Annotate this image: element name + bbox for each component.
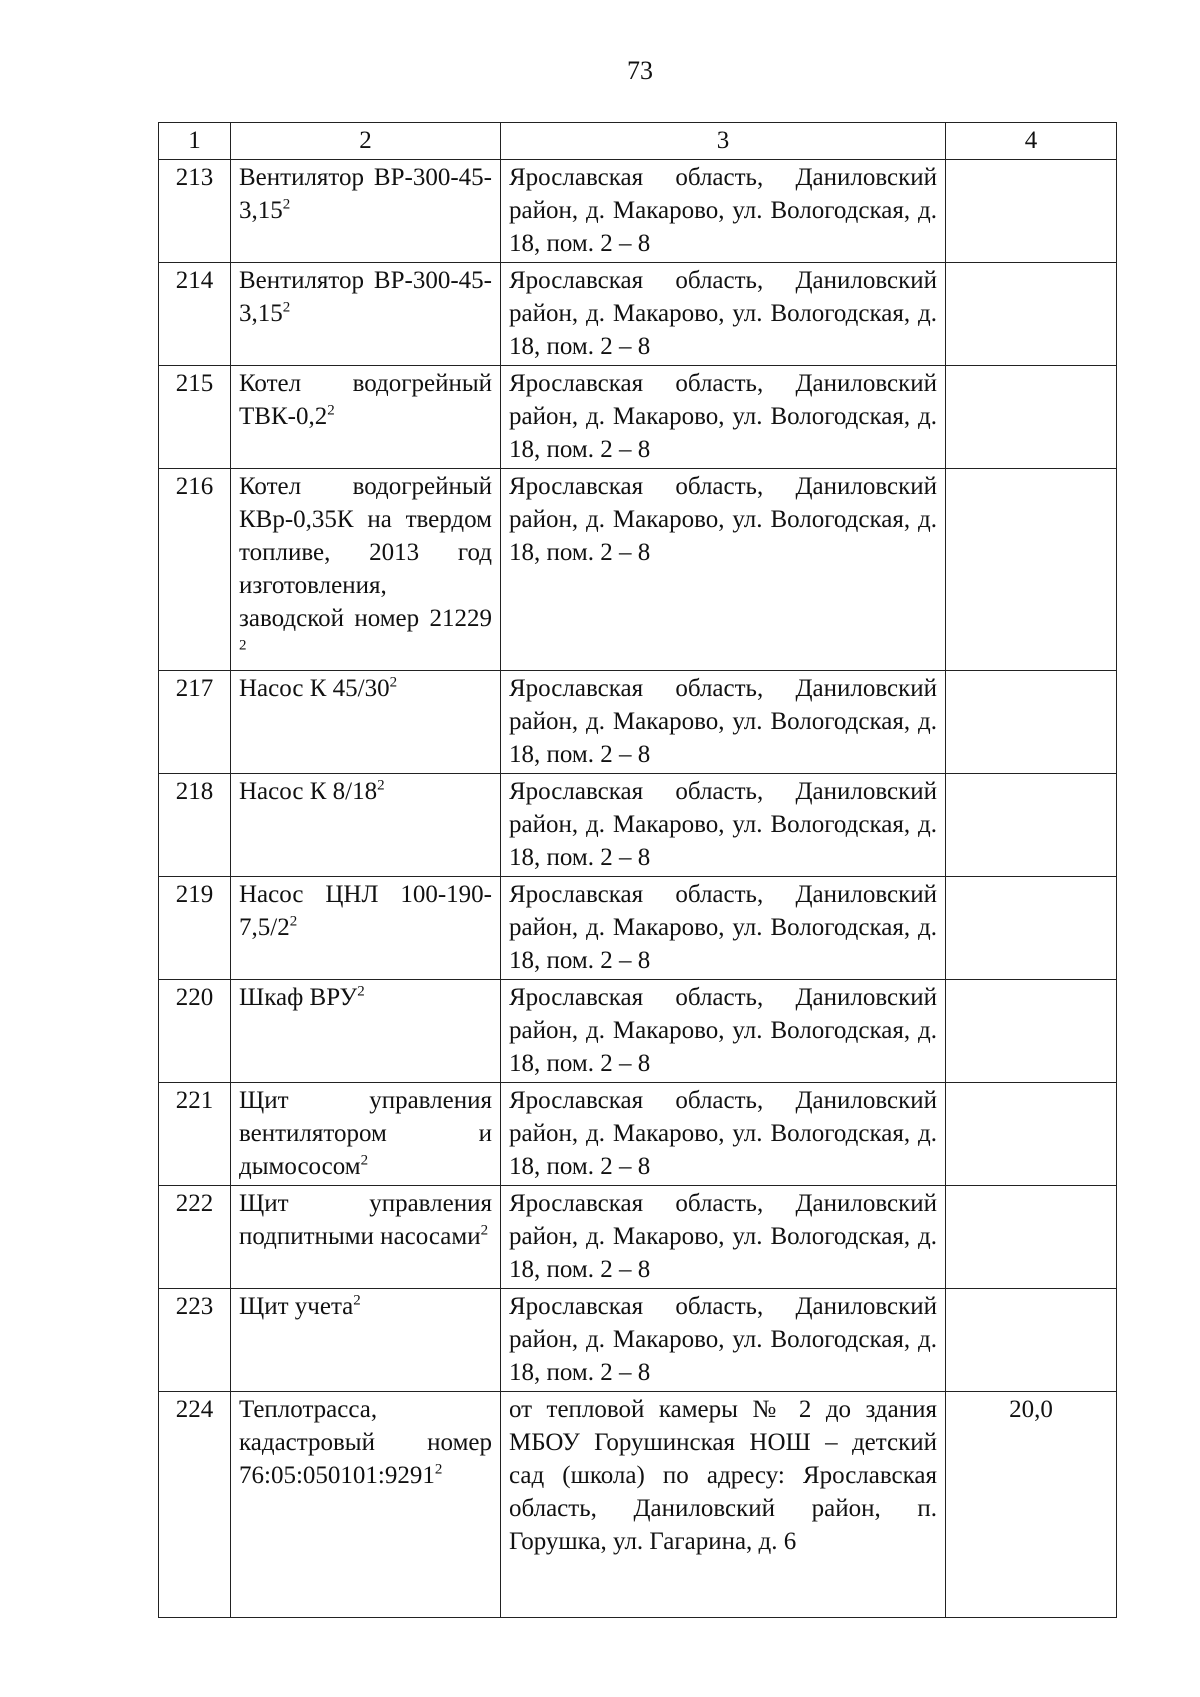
- table-row: [159, 1186, 1117, 1289]
- item-name: [231, 1186, 501, 1289]
- row-number: 224: [159, 1392, 231, 1618]
- item-address: Ярославская область, Даниловский район, д. Макарово, ул. Вологодская, д. 18, пом. 2 – 8: [501, 366, 946, 469]
- item-name-text: Щит учета: [239, 1293, 354, 1320]
- item-name: [231, 1289, 501, 1392]
- item-name: [231, 980, 501, 1083]
- item-value: [946, 877, 1117, 980]
- item-address: Ярославская область, Даниловский район, д. Макарово, ул. Вологодская, д. 18, пом. 2 – 8: [501, 1289, 946, 1392]
- item-value: [946, 980, 1117, 1083]
- table-row: [159, 877, 1117, 980]
- item-name: [231, 469, 501, 671]
- item-name: [231, 263, 501, 366]
- item-address: Ярославская область, Даниловский район, д. Макарово, ул. Вологодская, д. 18, пом. 2 – 8: [501, 160, 946, 263]
- row-number: 222: [159, 1186, 231, 1289]
- footnote-mark: 2: [289, 913, 298, 930]
- row-number: 217: [159, 671, 231, 774]
- item-name: [231, 877, 501, 980]
- item-value: [946, 469, 1117, 671]
- table-row: [159, 469, 1117, 671]
- item-address: Ярославская область, Даниловский район, д. Макарово, ул. Вологодская, д. 18, пом. 2 – 8: [501, 774, 946, 877]
- item-name-text: Насос ЦНЛ 100-190-7,5/2: [239, 881, 492, 941]
- row-number: 223: [159, 1289, 231, 1392]
- item-name: [231, 1083, 501, 1186]
- table-row: [159, 1083, 1117, 1186]
- item-address: Ярославская область, Даниловский район, д. Макарово, ул. Вологодская, д. 18, пом. 2 – 8: [501, 877, 946, 980]
- table-row: [159, 774, 1117, 877]
- table-row: [159, 366, 1117, 469]
- footnote-mark: 2: [327, 402, 335, 419]
- footnote-mark: 2: [434, 1461, 443, 1478]
- row-number: 213: [159, 160, 231, 263]
- column-number: 4: [946, 123, 1117, 160]
- table-row: [159, 980, 1117, 1083]
- item-value: [946, 160, 1117, 263]
- item-name-text: Вентилятор ВР-300-45-3,15: [239, 164, 492, 224]
- item-value: [946, 774, 1117, 877]
- item-address: Ярославская область, Даниловский район, д. Макарово, ул. Вологодская, д. 18, пом. 2 – 8: [501, 671, 946, 774]
- item-name-text: Насос К 8/18: [239, 778, 378, 805]
- footnote-mark: 2: [282, 299, 291, 316]
- item-value: 20,0: [946, 1392, 1117, 1618]
- row-number: 215: [159, 366, 231, 469]
- row-number: 219: [159, 877, 231, 980]
- row-number: 221: [159, 1083, 231, 1186]
- item-name: [231, 774, 501, 877]
- row-number: 216: [159, 469, 231, 671]
- footnote-mark: 2: [377, 777, 385, 794]
- item-value: [946, 671, 1117, 774]
- item-name-text: Щит управления вентилятором и дымососом: [239, 1087, 492, 1180]
- item-value: [946, 1083, 1117, 1186]
- table-row: [159, 1392, 1117, 1618]
- table-row: [159, 263, 1117, 366]
- item-name-text: Котел водогрейный ТВК-0,2: [239, 370, 492, 430]
- footnote-mark: 2: [360, 1152, 369, 1169]
- column-number-row: [159, 123, 1117, 160]
- page-number: 73: [627, 56, 653, 85]
- item-value: [946, 366, 1117, 469]
- table-row: [159, 1289, 1117, 1392]
- item-name: [231, 1392, 501, 1618]
- item-address: Ярославская область, Даниловский район, д. Макарово, ул. Вологодская, д. 18, пом. 2 – 8: [501, 980, 946, 1083]
- item-name-text: Насос К 45/30: [239, 675, 390, 702]
- column-number: 3: [501, 123, 946, 160]
- row-number: 218: [159, 774, 231, 877]
- footnote-mark: 2: [353, 1292, 361, 1309]
- item-value: [946, 263, 1117, 366]
- footnote-mark: 2: [239, 637, 247, 654]
- item-name-text: Теплотрасса, кадастровый номер 76:05:050101:9291: [239, 1396, 492, 1489]
- column-number: 2: [231, 123, 501, 160]
- item-address: Ярославская область, Даниловский район, д. Макарово, ул. Вологодская, д. 18, пом. 2 – 8: [501, 469, 946, 671]
- footnote-mark: 2: [357, 983, 365, 1000]
- property-register-table: [158, 122, 1117, 1618]
- row-number: 214: [159, 263, 231, 366]
- footnote-mark: 2: [282, 196, 291, 213]
- footnote-mark: 2: [480, 1222, 489, 1239]
- item-name-text: Вентилятор ВР-300-45-3,15: [239, 267, 492, 327]
- item-name-text: Щит управления подпитными насосами: [239, 1190, 492, 1250]
- row-number: 220: [159, 980, 231, 1083]
- item-address: Ярославская область, Даниловский район, д. Макарово, ул. Вологодская, д. 18, пом. 2 – 8: [501, 263, 946, 366]
- item-address: от тепловой камеры № 2 до здания МБОУ Горушинская НОШ – детский сад (школа) по адресу: Ярославская область, Даниловский район, п. Горушка, ул. Гагарина, д. 6: [501, 1392, 946, 1618]
- table-row: [159, 160, 1117, 263]
- item-address: Ярославская область, Даниловский район, д. Макарово, ул. Вологодская, д. 18, пом. 2 – 8: [501, 1083, 946, 1186]
- item-address: Ярославская область, Даниловский район, д. Макарово, ул. Вологодская, д. 18, пом. 2 – 8: [501, 1186, 946, 1289]
- footnote-mark: 2: [389, 674, 398, 691]
- item-value: [946, 1289, 1117, 1392]
- item-name: [231, 160, 501, 263]
- item-name-text: Шкаф ВРУ: [239, 984, 358, 1011]
- item-name: [231, 671, 501, 774]
- item-name: [231, 366, 501, 469]
- table-row: [159, 671, 1117, 774]
- item-value: [946, 1186, 1117, 1289]
- column-number: 1: [159, 123, 231, 160]
- item-name-text: Котел водогрейный КВр-0,35К на твердом топливе, 2013 год изготовления, заводской номер 21229: [239, 473, 492, 632]
